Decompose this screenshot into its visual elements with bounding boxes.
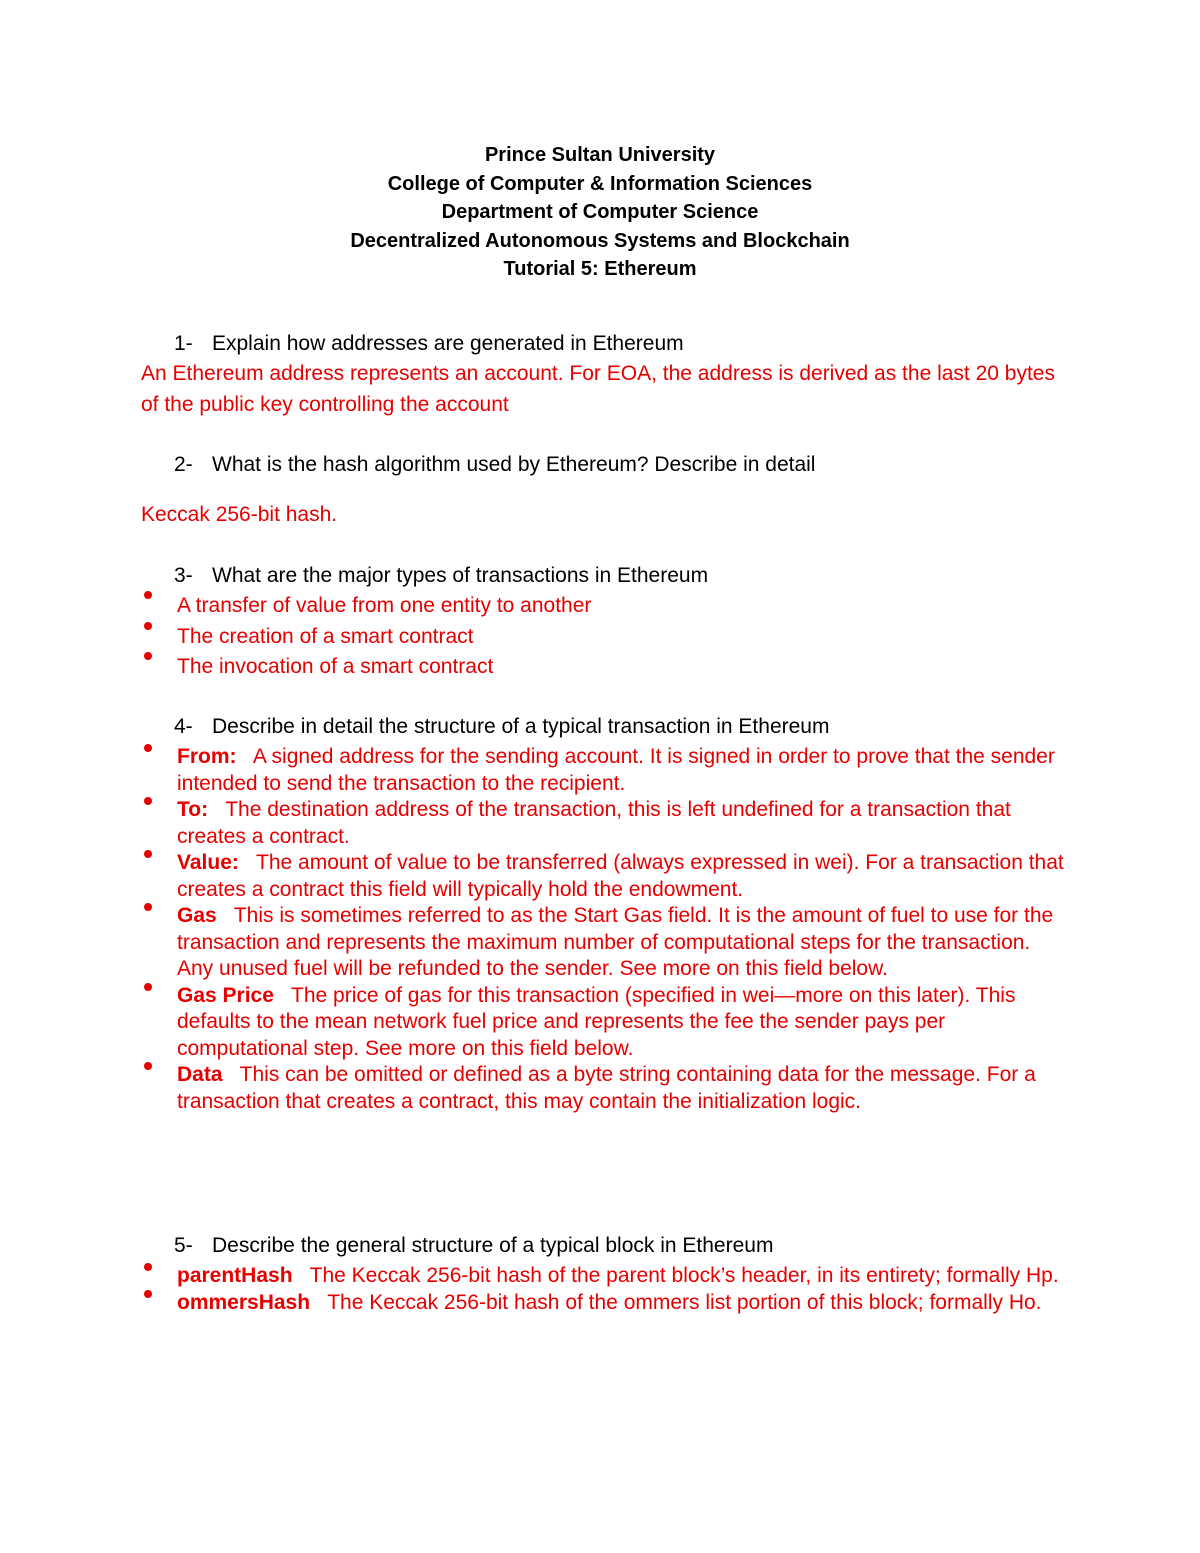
field-term: Data [177, 1063, 223, 1086]
field-term: parentHash [177, 1264, 293, 1287]
question-text: What is the hash algorithm used by Ethereum? Describe in detail [212, 453, 816, 476]
list-item [141, 744, 1071, 797]
field-term: ommersHash [177, 1290, 311, 1314]
list-item [141, 850, 1071, 903]
college-name: College of Computer & Information Sciences [387, 172, 813, 195]
list-item-text: The creation of a smart contract [177, 624, 474, 648]
list-item-text: The invocation of a smart contract [177, 655, 494, 678]
answer-5-list [141, 1263, 1071, 1316]
field-term: Value: [177, 851, 239, 874]
field-term: From: [177, 745, 237, 768]
bullet-icon [144, 744, 152, 752]
list-item [141, 652, 1071, 683]
bullet-icon [144, 1263, 152, 1271]
question-text: Describe the general structure of a typical block in Ethereum [212, 1234, 774, 1257]
list-item [141, 983, 1071, 1063]
field-term: To: [177, 798, 209, 821]
question-4 [174, 712, 829, 742]
question-number: 3- [174, 564, 193, 587]
question-text: Explain how addresses are generated in Ethereum [212, 332, 684, 355]
answer-1: An Ethereum address represents an account. For EOA, the address is derived as the last 20 bytes of the public key controlling the account [141, 362, 1055, 416]
course-name: Decentralized Autonomous Systems and Blockchain [350, 229, 850, 252]
field-description: The amount of value to be transferred (always expressed in wei). For a transaction that creates a contract this field will typically hold the endowment. [177, 851, 1064, 901]
question-5 [174, 1231, 773, 1261]
bullet-icon [144, 850, 152, 858]
list-item [141, 1290, 1071, 1317]
question-text: Describe in detail the structure of a typical transaction in Ethereum [212, 715, 830, 738]
answer-2: Keccak 256-bit hash. [141, 503, 338, 526]
question-3 [174, 561, 708, 591]
tutorial-title: Tutorial 5: Ethereum [503, 258, 697, 280]
document-header [0, 141, 1200, 284]
bullet-icon [144, 1062, 152, 1070]
bullet-icon [144, 622, 152, 630]
list-item-text: A transfer of value from one entity to another [177, 594, 592, 617]
question-number: 2- [174, 453, 193, 476]
bullet-icon [144, 983, 152, 991]
answer-4-list [141, 744, 1071, 1115]
field-description: The Keccak 256-bit hash of the ommers list portion of this block; formally Ho. [327, 1290, 1042, 1314]
field-term: Gas [177, 904, 217, 927]
answer-3-list [141, 591, 1071, 683]
list-item [141, 591, 1071, 622]
bullet-icon [144, 797, 152, 805]
field-description: The Keccak 256-bit hash of the parent block’s header, in its entirety; formally Hp. [309, 1264, 1059, 1287]
field-description: This is sometimes referred to as the Start Gas field. It is the amount of fuel to use for the transaction and represents the maximum number of computational steps for the transaction. Any unused fuel will be refunded to the sender. See more on this field below. [177, 904, 1054, 980]
list-item [141, 903, 1071, 983]
department-name: Department of Computer Science [441, 201, 759, 223]
question-number: 4- [174, 715, 193, 738]
bullet-icon [144, 903, 152, 911]
field-description: The destination address of the transaction, this is left undefined for a transaction that creates a contract. [177, 798, 1011, 848]
bullet-icon [144, 591, 152, 599]
question-number: 5- [174, 1234, 193, 1257]
question-number: 1- [174, 332, 193, 355]
list-item [141, 797, 1071, 850]
field-description: A signed address for the sending account. It is signed in order to prove that the sender intended to send the transaction to the recipient. [177, 745, 1055, 795]
field-description: The price of gas for this transaction (specified in wei—more on this later). This defaults to the mean network fuel price and represents the fee the sender pays per computational step. See more on this field below. [177, 983, 1016, 1060]
bullet-icon [144, 652, 152, 660]
university-name: Prince Sultan University [484, 144, 716, 166]
list-item [141, 622, 1071, 653]
list-item [141, 1263, 1071, 1290]
question-1 [174, 329, 684, 359]
list-item [141, 1062, 1071, 1115]
field-description: This can be omitted or defined as a byte string containing data for the message. For a transaction that creates a contract, this may contain the initialization logic. [177, 1063, 1036, 1113]
question-2 [174, 450, 815, 480]
question-text: What are the major types of transactions in Ethereum [212, 564, 709, 587]
bullet-icon [144, 1290, 152, 1298]
field-term: Gas Price [177, 983, 274, 1007]
